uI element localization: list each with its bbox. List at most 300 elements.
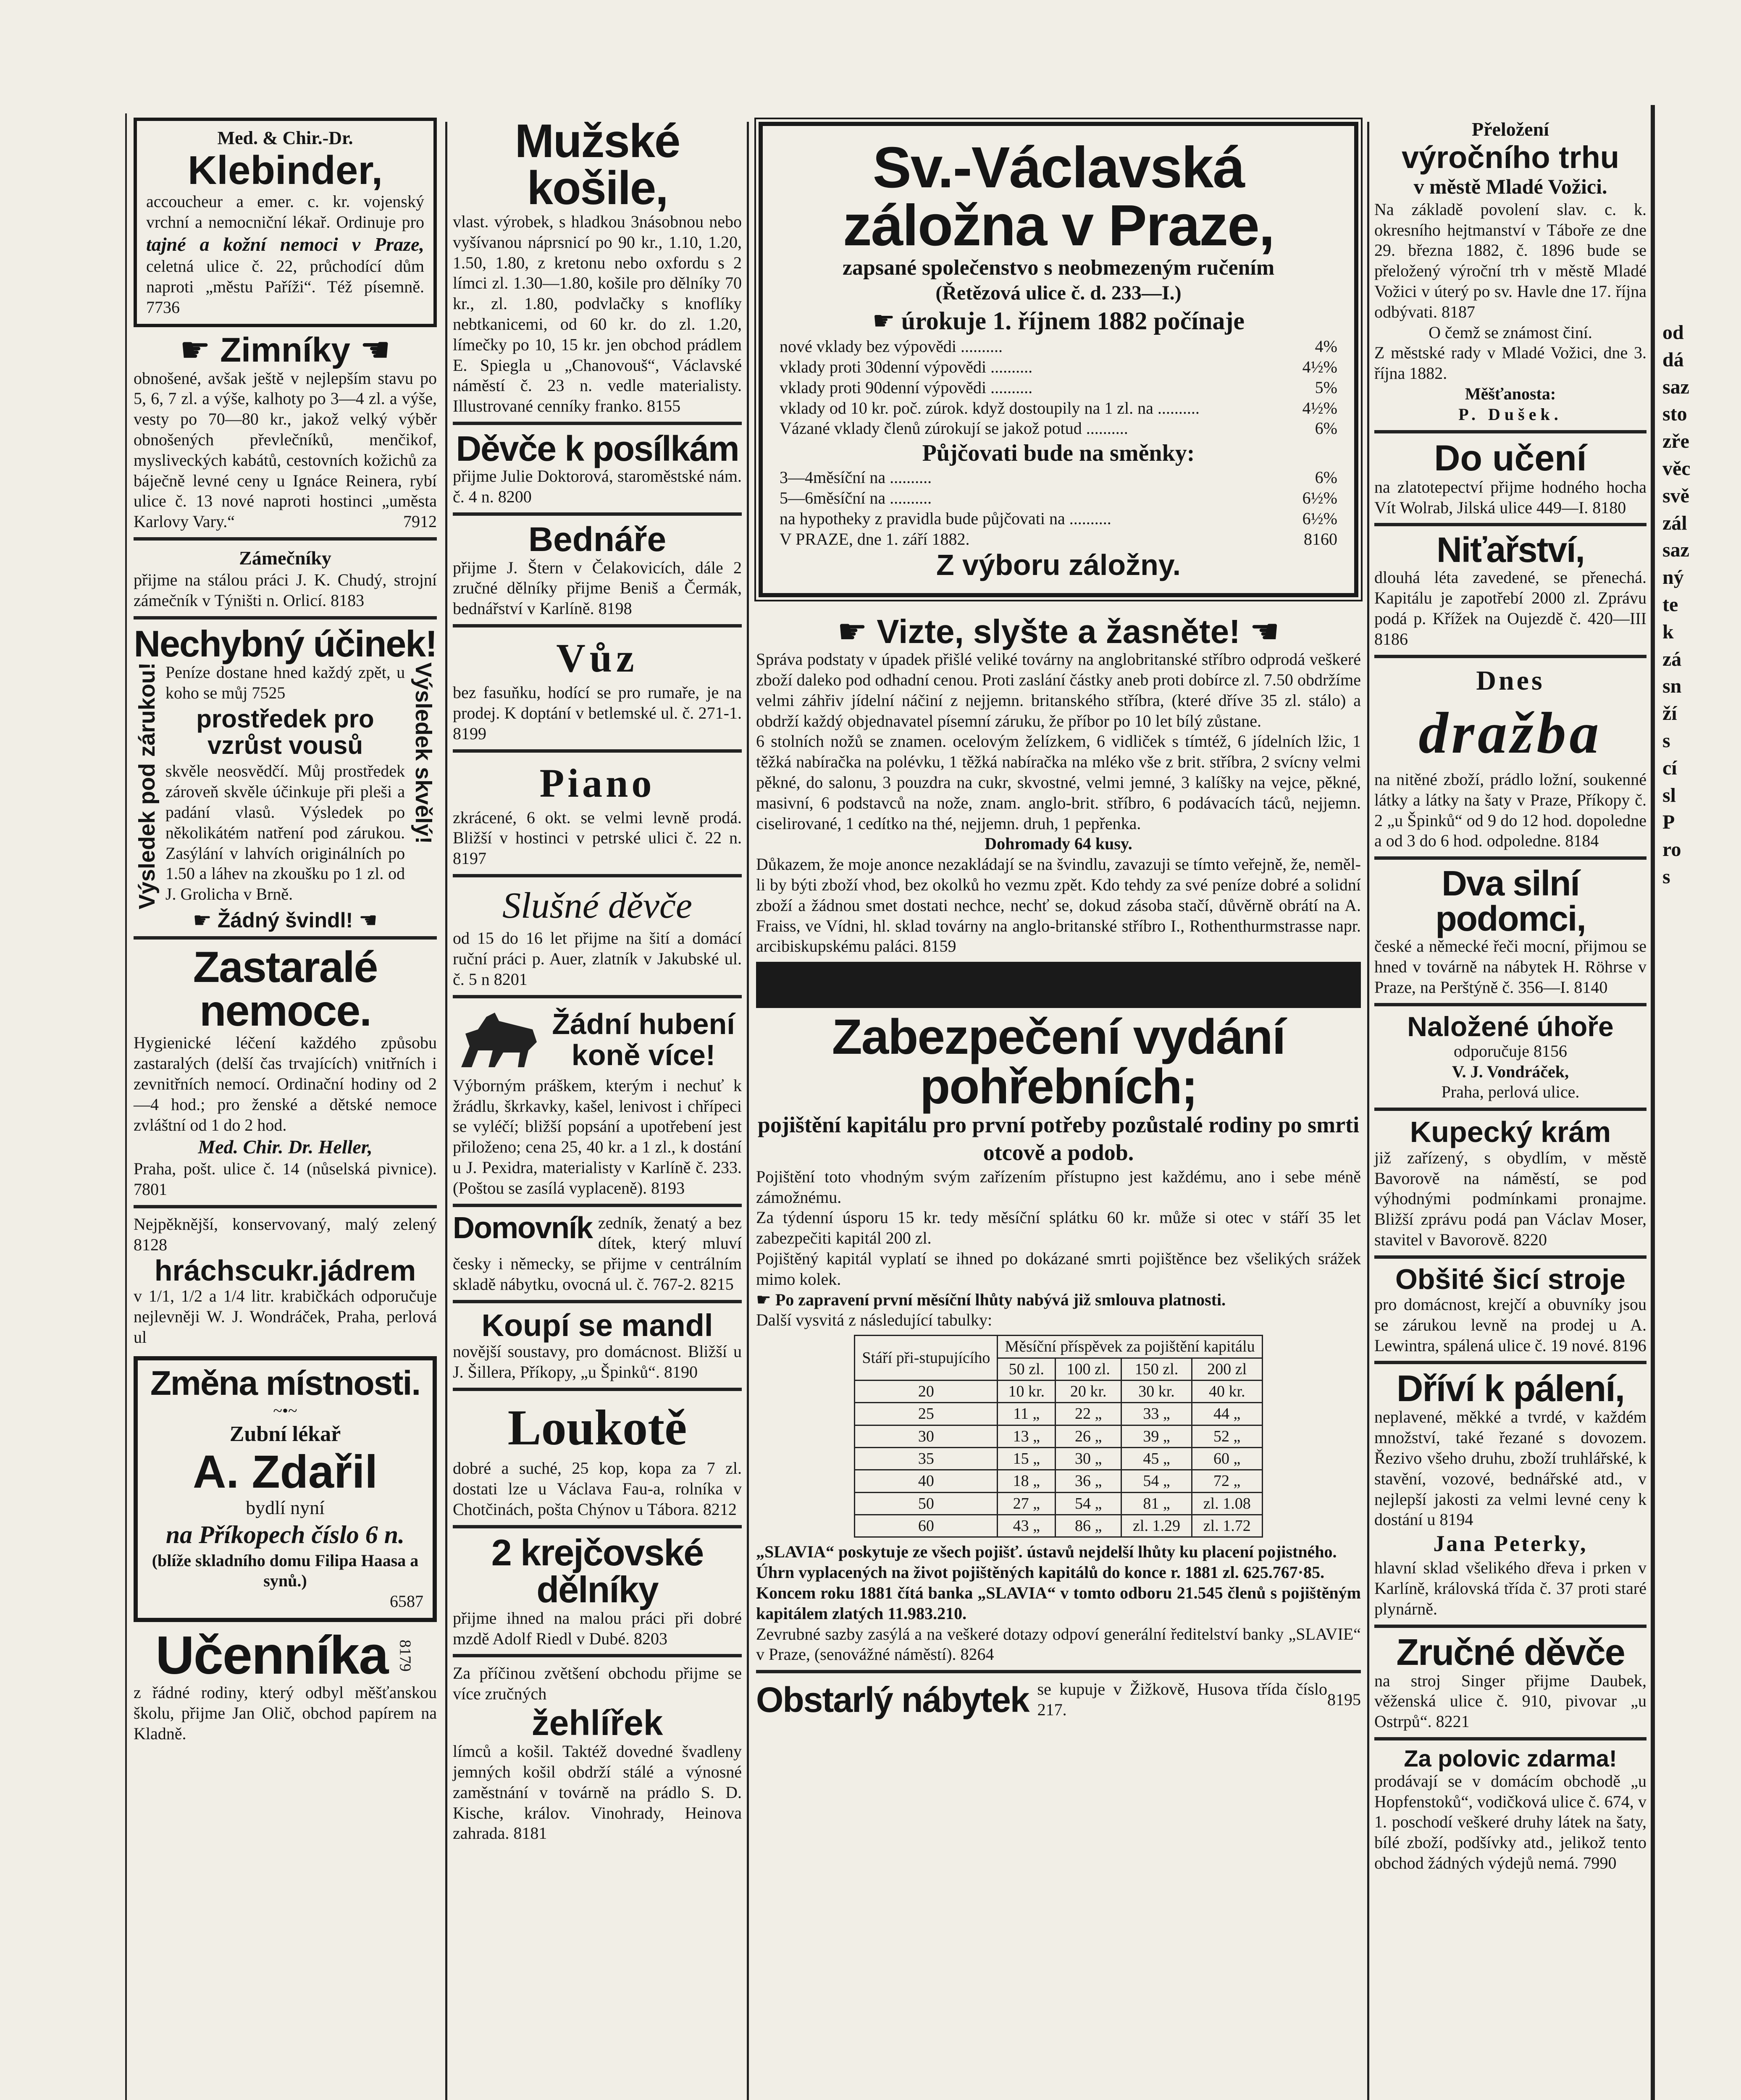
edge-fragment: sn bbox=[1662, 675, 1682, 698]
ad-number: 8183 bbox=[331, 591, 365, 610]
ad-text: Další vysvitá z následující tabulky: bbox=[756, 1310, 993, 1330]
ad-text: 6 stolních nožů se znamen. ocelovým želízkem, 6 vidliček s tímtéž, 6 jídelních lžic, 1 těžká nabíračka na polévku, 1 těžká nabíračka na mléko vše z brit. stříbra, 2 svícny velmi pěkné, do salonu, 3 pouzdra na cukr, skvostné, velmi jemné, 3 kalíšky na vejce, pěkné, masivní, 6 podstavců na nože, znam. anglo-brit. stříbro, 6 podávacích táců, nejjemn. ciselirované, 1 cedítko na thé, nejjemn. druh, 1 pepřenka. bbox=[756, 732, 1361, 833]
separator bbox=[453, 1204, 742, 1207]
rates-list bbox=[780, 336, 1337, 439]
pointing-hand-icon: ☚ bbox=[360, 330, 391, 370]
ad-title: Bednáře bbox=[528, 520, 667, 559]
ad-address: na Příkopech číslo 6 n. bbox=[165, 1521, 405, 1549]
ad-title: Piano bbox=[539, 760, 655, 806]
ad-address: hlavní sklad všelikého dřeva i prken v Karlíně, královská třída č. 37 proti staré plynárně. bbox=[1374, 1558, 1646, 1618]
ad-bednare bbox=[453, 522, 742, 619]
ad-title: dražba bbox=[1418, 701, 1602, 766]
ad-number: 8220 bbox=[1513, 1230, 1547, 1249]
ad-text: O čemž se známost činí. bbox=[1429, 323, 1592, 342]
ad-subtitle: Půjčovati bude na směnky: bbox=[922, 440, 1195, 467]
table-cell: 60 bbox=[855, 1515, 998, 1537]
table-cell: 33 „ bbox=[1121, 1403, 1192, 1425]
table-col-header: 100 zl. bbox=[1056, 1358, 1121, 1380]
pointing-hand-icon: ☛ bbox=[179, 330, 211, 370]
table-cell: zl. 1.29 bbox=[1121, 1515, 1192, 1537]
ad-nechybny-ucinek bbox=[134, 622, 437, 932]
ad-text: Výborným práškem, kterým i nechuť k žrádlu, škrkavky, kašel, lenivost i chřípeci se vyléčí; bližší popsání a upotřebení jest přiloženo; cena 25, 40 kr. a 1 zl., k dostání u J. Pexidra, materialisty v Karlíně č. 233. (Poštou se zasílá vyplaceně). bbox=[453, 1076, 742, 1197]
ad-zimniky bbox=[134, 332, 437, 532]
table-cell: 40 kr. bbox=[1192, 1380, 1262, 1402]
ad-title-small: Přeložení bbox=[1472, 118, 1549, 140]
ad-muzske-kosile bbox=[453, 115, 742, 417]
ad-text: dlouhá léta zavedené, se přenechá. Kapitálu je zapotřebí 2000 zl. Zprávu podá p. Křížek na Oujezdě č. 420—III bbox=[1374, 568, 1646, 628]
ad-name: A. Zdařil bbox=[192, 1446, 378, 1498]
edge-fragment: P bbox=[1662, 811, 1675, 834]
edge-fragment: ný bbox=[1662, 566, 1684, 589]
edge-fragment: sto bbox=[1662, 403, 1687, 425]
rate-value: 4½% bbox=[1302, 357, 1337, 376]
ad-text: přijme ihned na malou práci při dobré mzdě Adolf Riedl v Dubé. bbox=[453, 1608, 742, 1648]
ad-title: výročního trhu bbox=[1401, 140, 1620, 175]
ad-vizte bbox=[756, 614, 1361, 957]
edge-fragment: cí bbox=[1662, 756, 1677, 779]
ad-piano bbox=[453, 759, 742, 869]
ad-text: Hygienické léčení každého způsobu zastaralých (delší čas trvajících) vnitřních i zevnitřních nemocí. Ordinační hodiny od 2—4 hod.; pro ženské a dětské nemoce zvláštní od 1 do 2 hod. bbox=[134, 1033, 437, 1134]
table-cell: 30 bbox=[855, 1425, 998, 1447]
ad-text: Nejpěknější, konservovaný, malý zelený bbox=[134, 1215, 437, 1234]
ad-title: Dva silní podomci, bbox=[1435, 864, 1586, 939]
ad-text: Za týdenní úsporu 15 kr. tedy měsíční splátku 60 kr. může si otec v stáří 35 let zabezpečiti kapitál 200 zl. bbox=[756, 1208, 1361, 1248]
ad-title: Slušné děvče bbox=[502, 885, 692, 927]
ad-text: Z městské rady v Mladé Vožici, dne 3. října 1882. bbox=[1374, 343, 1646, 383]
pointing-hand-icon: ☛ bbox=[193, 908, 212, 932]
table-cell: 22 „ bbox=[1056, 1403, 1121, 1425]
separator bbox=[1374, 430, 1646, 433]
horse-icon bbox=[453, 1004, 545, 1076]
ad-address: (Řetězová ulice č. d. 233—I.) bbox=[935, 282, 1182, 304]
ad-domovnik bbox=[453, 1213, 742, 1295]
table-col-header: 50 zl. bbox=[998, 1358, 1056, 1380]
ad-text: české a německé řeči mocní, přijmou se hned v továrně na nábytek H. Röhrse v Praze, na Perštýně č. 356—I. bbox=[1374, 937, 1646, 997]
table-cell: zl. 1.08 bbox=[1192, 1492, 1262, 1515]
ad-title: Zastaralé nemoce. bbox=[193, 943, 378, 1036]
table-cell: 60 „ bbox=[1192, 1448, 1262, 1470]
ad-text: přijme na stálou práci J. K. Chudý, strojní zámečník v Týništi n. Orlicí. bbox=[134, 570, 437, 610]
ad-text: se kupuje v Žižkově, Husova třída číslo 217. bbox=[1037, 1680, 1327, 1719]
table-cell: 27 „ bbox=[998, 1492, 1056, 1515]
column-1 bbox=[134, 118, 437, 1749]
edge-fragment: k bbox=[1662, 620, 1674, 643]
ad-title: Změna místnosti. bbox=[150, 1364, 420, 1402]
edge-fragment: zál bbox=[1662, 512, 1687, 534]
table-cell: 39 „ bbox=[1121, 1425, 1192, 1447]
ad-text: Na základě povolení slav. c. k. okresního hejtmanství v Táboře ze dne 29. března 1882, č. 1896 bude se přeložený výroční trh v městě Mladé Vožici v úterý po sv. Havle dne 17. října odbývati. bbox=[1374, 200, 1646, 321]
ad-name: V. J. Vondráček, bbox=[1452, 1062, 1569, 1081]
ad-text: zkrácené, 6 okt. se velmi levně prodá. Bližší v hostinci v petrské ulici č. 22 n. bbox=[453, 808, 742, 848]
ad-nitarstvi bbox=[1374, 532, 1646, 649]
ad-ucennika bbox=[134, 1625, 437, 1744]
separator bbox=[134, 1205, 437, 1208]
pointing-hand-icon: ☛ bbox=[837, 612, 867, 651]
rate-label: Vázané vklady členů zúrokují se jakož potud .......... bbox=[780, 419, 1128, 438]
ad-text: neplavené, měkké a tvrdé, v každém množství, také řezané s dovozem. Řezivo všeho druhu, zboží truhlářské, k stavění, vozové, bednářské atd., v nejlepší jakosti za velmi levné ceny k dostání u bbox=[1374, 1407, 1646, 1529]
ad-title: Mužské košile, bbox=[515, 115, 680, 214]
ad-title: Do učení bbox=[1434, 438, 1587, 478]
ad-text: accoucheur a emer. c. kr. vojenský vrchní a nemocniční lékař. Ordinuje pro bbox=[146, 192, 424, 232]
separator bbox=[1374, 1737, 1646, 1740]
ad-title: Obšité šicí stroje bbox=[1395, 1263, 1625, 1295]
rate-row bbox=[780, 418, 1337, 439]
edge-fragment: s bbox=[1662, 865, 1670, 888]
ad-text: od 15 do 16 let přijme na šití a domácí ruční práci p. Auer, zlatník v Jakubské ul. č. 5 n bbox=[453, 929, 742, 989]
edge-fragment: te bbox=[1662, 593, 1678, 616]
ad-text: vlast. výrobek, s hladkou 3násobnou nebo vyšívanou náprsnicí po 90 kr., 1.10, 1.20, 1.50, 1.80, z kretonu nebo oxfordu s 2 límci zl. 1.30—1.80, košile pro dělníky 70 kr., zl. 1.80, podvlačky s knoflíky nebtkanicemi, od 60 kr. do zl. 1.20, límečky po 10, 15 kr. jen obchod prádlem E. Spiegla u „Chanovouš“, Václavské náměstí č. 23 n. vedle materialisty. Illustrované cenníky franko. bbox=[453, 212, 742, 416]
ad-title: Kupecký krám bbox=[1410, 1116, 1611, 1149]
pointing-hand-icon: ☛ bbox=[756, 1290, 771, 1310]
ad-text: Za příčinou zvětšení obchodu přijme se více zručných bbox=[453, 1664, 742, 1704]
ad-za-polovic bbox=[1374, 1746, 1646, 1874]
table-cell: 13 „ bbox=[998, 1425, 1056, 1447]
ad-text: Úhrn vyplacených na život pojištěných kapitálů do konce r. 1881 zl. 625.767·85. bbox=[756, 1563, 1325, 1582]
page-left-margin-line bbox=[125, 113, 127, 2100]
edge-fragment: sl bbox=[1662, 784, 1676, 806]
ad-name: Med. Chir. Dr. Heller, bbox=[198, 1136, 373, 1158]
ad-number: 8194 bbox=[1439, 1510, 1473, 1529]
ad-drivi bbox=[1374, 1370, 1646, 1619]
table-cell: 11 „ bbox=[998, 1403, 1056, 1425]
ad-zmena-mistnosti bbox=[134, 1356, 437, 1622]
rate-value: 6½% bbox=[1302, 488, 1337, 508]
column-rule-1 bbox=[445, 122, 447, 2100]
column-4 bbox=[1374, 118, 1646, 1879]
table-body bbox=[855, 1380, 1262, 1537]
ad-number: 6587 bbox=[390, 1592, 423, 1611]
ad-number: 8264 bbox=[960, 1645, 994, 1664]
separator bbox=[1374, 655, 1646, 658]
table-cell: 72 „ bbox=[1192, 1470, 1262, 1492]
ad-number: 8198 bbox=[598, 599, 632, 618]
rate-label: na hypotheky z pravidla bude půjčovati na .......... bbox=[780, 509, 1111, 528]
ad-vyrocni-trh bbox=[1374, 118, 1646, 425]
separator bbox=[453, 1388, 742, 1391]
table-row bbox=[855, 1380, 1262, 1402]
rate-value: 4½% bbox=[1302, 398, 1337, 417]
ad-number: 8184 bbox=[1565, 831, 1599, 850]
ad-number: 8212 bbox=[703, 1500, 737, 1519]
ad-text: zedník, ženatý a bez dítek, který mluví česky i německy, se přijme v centrálním skladě nábytku, ovocná ul. č. 767-2. bbox=[453, 1213, 742, 1294]
rate-value: 6½% bbox=[1302, 509, 1337, 528]
ad-title: Zabezpečení vydání pohřebních; bbox=[832, 1009, 1285, 1115]
ad-title: Obstarlý nábytek bbox=[756, 1680, 1029, 1720]
ad-subtitle: prostředek pro vzrůst vousů bbox=[196, 705, 374, 760]
ad-text: Správa podstaty v úpadek přišlé veliké továrny na anglobritanské stříbro odprodá veškeré zboží daleko pod odhadní cenou. Proti zaslání částky aneb proti dobírce zl. 7.50 obdržíme velmi záhřiv jídelní náčiní z nejjemn. britanského stříbra, (které dříve 35 zl. stálo) a obdrží každý objednavatel písemní záruku, že příbor po 10 let bílý zůstane. bbox=[756, 650, 1361, 730]
ad-text: bydlí nyní bbox=[246, 1497, 325, 1519]
ad-loukote bbox=[453, 1397, 742, 1520]
separator bbox=[453, 624, 742, 627]
ad-vuz bbox=[453, 633, 742, 744]
ad-text: Po zapravení první měsíční lhůty nabývá již smlouva platnosti. bbox=[775, 1290, 1226, 1309]
ad-zastarale-nemoce bbox=[134, 945, 437, 1200]
ad-number: 8160 bbox=[1304, 529, 1337, 549]
ad-text: novější soustavy, pro domácnost. Bližší u J. Šillera, Příkopy, „u Špinků“. bbox=[453, 1342, 742, 1382]
ad-number: 8156 bbox=[1533, 1041, 1567, 1060]
ad-line: úrokuje 1. říjnem 1882 počínaje bbox=[901, 307, 1245, 335]
ad-zamecniky bbox=[134, 546, 437, 611]
separator bbox=[134, 936, 437, 940]
rate-row bbox=[780, 398, 1337, 419]
ad-number: 8200 bbox=[498, 487, 532, 506]
table-cell: 26 „ bbox=[1056, 1425, 1121, 1447]
rate-value: 4% bbox=[1315, 337, 1337, 356]
ad-title: Niťařství, bbox=[1436, 530, 1584, 570]
ad-title: Domovník bbox=[453, 1211, 593, 1245]
ad-title: Dříví k pálení, bbox=[1396, 1368, 1625, 1410]
ad-address: Praha, pošt. ulice č. 14 (nůselská pivnice). bbox=[134, 1159, 437, 1179]
ad-signature: Z výboru záložny. bbox=[936, 548, 1181, 581]
separator bbox=[134, 616, 437, 620]
table-cell: 18 „ bbox=[998, 1470, 1056, 1492]
ad-pohrebni bbox=[756, 1009, 1361, 1665]
ad-koupi-mandl bbox=[453, 1309, 742, 1383]
table-cell: 40 bbox=[855, 1470, 998, 1492]
ad-number: 8155 bbox=[647, 396, 681, 416]
rate-row bbox=[780, 336, 1337, 357]
ad-number: 8193 bbox=[651, 1178, 685, 1197]
table-cell: 25 bbox=[855, 1403, 998, 1425]
ad-title: Klebinder, bbox=[187, 147, 383, 193]
ad-footer: Žádný švindl! bbox=[217, 908, 353, 932]
loans-list bbox=[780, 467, 1337, 529]
ad-number: 7912 bbox=[403, 512, 437, 531]
ad-text: Pojištěný kapitál vyplatí se ihned po dokázané smrti pojištěnce bez všelikých srážek mimo kolek. bbox=[756, 1249, 1361, 1289]
ad-zrucne-devce bbox=[1374, 1631, 1646, 1732]
table-cell: 52 „ bbox=[1192, 1425, 1262, 1447]
rate-label: vklady proti 30denní výpovědi .......... bbox=[780, 357, 1033, 376]
ad-role: Zubní lékař bbox=[229, 1422, 341, 1446]
ad-text: celetná ulice č. 22, průchodící dům naproti „městu Paříži“. Též písemně. 7736 bbox=[146, 257, 424, 317]
ad-text: límců a košil. Taktéž dovedné švadleny jemných košil obdrží stálé a výnosné zaměstnání v továrně na prádlo S. D. Kische, králov. Vinohrady, Heinova zahrada. bbox=[453, 1742, 742, 1843]
separator bbox=[1374, 1361, 1646, 1364]
table-cell: 36 „ bbox=[1056, 1470, 1121, 1492]
ad-title: hráchscukr.jádrem bbox=[154, 1254, 416, 1287]
ornament-icon: ~•~ bbox=[273, 1401, 297, 1420]
separator bbox=[453, 874, 742, 877]
table-cell: 15 „ bbox=[998, 1448, 1056, 1470]
ad-subtitle: v městě Mladé Vožici. bbox=[1413, 174, 1607, 198]
separator bbox=[756, 1670, 1361, 1673]
rate-label: vklady od 10 kr. poč. zúrok. když dostoupily na 1 zl. na .......... bbox=[780, 398, 1200, 417]
table-row bbox=[855, 1515, 1262, 1537]
ad-name: Jana Peterky, bbox=[1433, 1531, 1588, 1557]
insurance-table bbox=[854, 1335, 1263, 1538]
edge-fragment: dá bbox=[1662, 348, 1684, 371]
separator bbox=[1374, 856, 1646, 860]
edge-fragment: ro bbox=[1662, 838, 1681, 861]
edge-fragment: zá bbox=[1662, 648, 1682, 670]
ad-total: Dohromady 64 kusy. bbox=[985, 834, 1132, 853]
rate-label: 3—4měsíční na .......... bbox=[780, 468, 932, 487]
ad-hrach bbox=[134, 1214, 437, 1347]
ad-title: Učenníka bbox=[155, 1625, 388, 1685]
black-band-divider bbox=[756, 962, 1361, 1008]
ad-krejci bbox=[453, 1531, 742, 1649]
table-col-header: 150 zl. bbox=[1121, 1358, 1192, 1380]
separator bbox=[453, 995, 742, 998]
ad-number: 8203 bbox=[634, 1629, 668, 1648]
ad-number: 8128 bbox=[134, 1235, 167, 1254]
table-row bbox=[855, 1492, 1262, 1515]
ad-text: přijme J. Štern v Čelakovicích, dále 2 zručné dělníky přijme Beniš a Čermák, bednářství v Karlíně. bbox=[453, 558, 742, 618]
edge-fragment: saz bbox=[1662, 539, 1689, 562]
edge-fragment: saz bbox=[1662, 375, 1689, 398]
ad-address: Praha, perlová ulice. bbox=[1441, 1082, 1580, 1102]
rate-label: vklady proti 90denní výpovědi .......... bbox=[780, 378, 1033, 397]
column-rule-2 bbox=[747, 122, 749, 2100]
ad-title: Vůz bbox=[556, 635, 638, 681]
ad-text: pro domácnost, krejčí a obuvníky jsou se zárukou levně na prodej u A. Lewintra, spálená ulice č. 19 nové. bbox=[1374, 1295, 1646, 1355]
ad-text: na zlatotepectví přijme hodného hocha Vít Wolrab, Jilská ulice 449—I. bbox=[1374, 477, 1646, 517]
ad-text: přijme Julie Doktorová, staroměstské nám. č. 4 n. bbox=[453, 466, 742, 506]
ad-number: 8187 bbox=[1441, 302, 1475, 321]
ad-text: na stroj Singer přijme Daubek, věženská ulice č. 910, pivovar „u Ostrpů“. bbox=[1374, 1671, 1646, 1731]
table-row bbox=[855, 1448, 1262, 1470]
pointing-hand-icon: ☚ bbox=[1250, 612, 1280, 651]
ad-klebinder bbox=[134, 118, 437, 327]
ad-role: Měšťanosta: bbox=[1465, 384, 1556, 403]
column-rule-3 bbox=[1367, 122, 1369, 2100]
ad-emphasis: tajné a kožní nemoci v Praze, bbox=[146, 234, 424, 255]
ad-text: odporučuje bbox=[1454, 1041, 1529, 1060]
ad-text: bez fasuňku, hodící se pro rumaře, je na prodej. K doptání v betlemské ul. č. 271-1. bbox=[453, 683, 742, 722]
ad-title: Loukotě bbox=[507, 1399, 687, 1456]
ad-text: z řádné rodiny, který odbyl měšťanskou školu, přijme Jan Olič, obchod papírem na Kladně. bbox=[134, 1683, 437, 1743]
edge-fragment: od bbox=[1662, 321, 1684, 344]
table-cell: 30 kr. bbox=[1121, 1380, 1192, 1402]
edge-fragment: věc bbox=[1662, 457, 1691, 480]
rate-value: 6% bbox=[1315, 468, 1337, 487]
table-cell: 20 kr. bbox=[1056, 1380, 1121, 1402]
ad-subtitle: zapsané společenstvo s neobmezeným ručením bbox=[842, 256, 1275, 280]
table-header-main: Měsíční příspěvek za pojištění kapitálu bbox=[998, 1336, 1262, 1358]
ad-number: 8159 bbox=[922, 937, 956, 956]
table-cell: 44 „ bbox=[1192, 1403, 1262, 1425]
separator bbox=[453, 749, 742, 753]
ad-number: 8140 bbox=[1574, 977, 1608, 997]
rate-label: 5—6měsíční na .......... bbox=[780, 488, 932, 508]
rate-row bbox=[780, 467, 1337, 488]
ad-text: prodávají se v domácím obchodě „u Hopfenstoků“, vodičková ulice č. 674, v 1. poschodí veškeré druhy látek na šaty, bílé zboží, podšívky atd., jelikož tento obchod žádných výdejů nemá. bbox=[1374, 1771, 1646, 1872]
table-cell: 86 „ bbox=[1056, 1515, 1121, 1537]
ad-title: Žádní hubení koně více! bbox=[552, 1008, 735, 1071]
rate-row bbox=[780, 488, 1337, 509]
ad-nabytek bbox=[756, 1679, 1361, 1720]
ad-text: „SLAVIA“ poskytuje ze všech pojišť. ústavů nejdelší lhůty ku placení pojistného. bbox=[756, 1542, 1337, 1562]
ad-subtitle: pojištění kapitálu pro první potřeby pozůstalé rodiny po smrti otcově a podob. bbox=[757, 1112, 1360, 1165]
ad-number: 8201 bbox=[494, 970, 528, 989]
ad-title: Zámečníky bbox=[239, 547, 331, 569]
ad-sici-stroje bbox=[1374, 1265, 1646, 1356]
separator bbox=[1374, 523, 1646, 526]
edge-fragment: zře bbox=[1662, 430, 1689, 453]
ad-text: Koncem roku 1881 čítá banka „SLAVIA“ v tomto odboru 21.545 členů s pojištěným kapitálem zlatých 11.983.210. bbox=[756, 1583, 1361, 1623]
ad-podomci bbox=[1374, 866, 1646, 998]
ad-text: na nitěné zboží, prádlo ložní, soukenné látky a látky na šaty v Praze, Příkopy č. 2 „u Špinků“ od 9 do 12 hod. dopoledne a od 3 do 6 hod. odpoledne. bbox=[1374, 769, 1646, 850]
ad-title: Zručné děvče bbox=[1396, 1631, 1625, 1673]
ad-title: Děvče k posílkám bbox=[456, 428, 739, 468]
rate-row bbox=[780, 509, 1337, 529]
ad-number: 8195 bbox=[1327, 1690, 1361, 1709]
ad-title: Nechybný účinek! bbox=[134, 622, 437, 664]
ad-text: v 1/1, 1/2 a 1/4 litr. krabičkách odporučuje nejlevněji W. J. Wondráček, Praha, perlová ul bbox=[134, 1286, 437, 1347]
ad-uhore bbox=[1374, 1012, 1646, 1103]
ad-drazba bbox=[1374, 664, 1646, 852]
ad-number: 8190 bbox=[664, 1362, 698, 1382]
ad-hubeni-kone bbox=[453, 1004, 742, 1199]
separator bbox=[453, 1654, 742, 1657]
table-row bbox=[855, 1425, 1262, 1447]
ad-title-small: Med. & Chir.-Dr. bbox=[217, 128, 353, 148]
rate-value: 5% bbox=[1315, 378, 1337, 397]
ad-text: již zařízený, s obydlím, v městě Bavorově na náměstí, se pod výhodnými podmínkami pronajme. Bližší zprávu podá pan Václav Moser, stavitel v Bavorově. bbox=[1374, 1148, 1646, 1249]
ad-text: Pojištění toto vhodným svým zařízením přístupno jest každému, ano i sebe méně zámožnému. bbox=[756, 1167, 1361, 1207]
ad-title: Vizte, slyšte a žasněte! bbox=[877, 613, 1240, 651]
ad-number: 7990 bbox=[1583, 1853, 1617, 1872]
table-cell: 20 bbox=[855, 1380, 998, 1402]
column-3 bbox=[756, 118, 1361, 1725]
table-row bbox=[855, 1470, 1262, 1492]
ad-title-small: Dnes bbox=[1476, 665, 1545, 696]
ad-text: skvěle neosvědčí. Můj prostředek zároveň skvěle účinkuje při pleši a padání vlasů. Výsledek po několikátém natření pod zárukou. Zasýlání v lahvích originálních po 1.50 a láhev na zkoušku po 1 zl. od J. Grolicha v Brně. bbox=[165, 761, 405, 904]
separator bbox=[1374, 1108, 1646, 1111]
table-cell: 10 kr. bbox=[998, 1380, 1056, 1402]
separator bbox=[1374, 1255, 1646, 1259]
ad-text: Zevrubné sazby zasýlá a na veškeré dotazy odpoví generální ředitelství banky „SLAVIE“ v Praze, (senovážné náměstí). bbox=[756, 1624, 1361, 1664]
table-cell: 35 bbox=[855, 1448, 998, 1470]
separator bbox=[1374, 1625, 1646, 1628]
ad-slusne-devce bbox=[453, 883, 742, 990]
ad-number: 8197 bbox=[453, 849, 486, 868]
ad-title: Zimníky bbox=[220, 331, 350, 369]
separator bbox=[453, 1525, 742, 1528]
table-cell: zl. 1.72 bbox=[1192, 1515, 1262, 1537]
ad-devce-posilky bbox=[453, 428, 742, 507]
table-cell: 81 „ bbox=[1121, 1492, 1192, 1515]
table-cell: 30 „ bbox=[1056, 1448, 1121, 1470]
separator bbox=[1374, 1003, 1646, 1006]
separator bbox=[134, 537, 437, 541]
column-2 bbox=[453, 115, 742, 1849]
ad-kupecky-kram bbox=[1374, 1117, 1646, 1250]
edge-fragment: ží bbox=[1662, 702, 1677, 725]
pointing-hand-icon: ☚ bbox=[359, 908, 378, 932]
ad-text: obnošené, avšak ještě v nejlepším stavu po 5, 6, 7 zl. a výše, kalhoty po 3—4 zl. a výše, vesty po 70—80 kr., jakož velký výběr obnošených převlečníků, menčikof, mysliveckých kabátů, cestovních kožichů za báječně levné ceny u Ignáce Reinera, rybí ulice č. 13 nové naproti hostinci „uměsta Karlovy Vary.“ bbox=[134, 368, 437, 531]
ad-do-uceni bbox=[1374, 439, 1646, 518]
edge-fragment: svě bbox=[1662, 484, 1689, 507]
ad-number: 7525 bbox=[252, 683, 286, 702]
table-cell: 50 bbox=[855, 1492, 998, 1515]
table-cell: 54 „ bbox=[1056, 1492, 1121, 1515]
rate-row bbox=[780, 378, 1337, 398]
ad-text: Peníze dostane hned každý zpět, u koho se můj bbox=[165, 662, 405, 702]
ad-name: P. Dušek. bbox=[1458, 404, 1562, 424]
ad-number: 8199 bbox=[453, 724, 486, 743]
ad-zehlirek bbox=[453, 1663, 742, 1844]
ad-number: 7801 bbox=[134, 1180, 167, 1199]
table-cell: 54 „ bbox=[1121, 1470, 1192, 1492]
table-cell: 43 „ bbox=[998, 1515, 1056, 1537]
page-right-border bbox=[1651, 105, 1655, 2100]
ad-title: Za polovic zdarma! bbox=[1404, 1745, 1617, 1772]
edge-fragment: s bbox=[1662, 729, 1670, 752]
ad-number: 8196 bbox=[1612, 1336, 1646, 1355]
ad-number: 8186 bbox=[1374, 629, 1408, 648]
table-header-age: Stáří při-stupujícího bbox=[855, 1336, 998, 1381]
ad-title: 2 krejčovské dělníky bbox=[491, 1531, 704, 1610]
